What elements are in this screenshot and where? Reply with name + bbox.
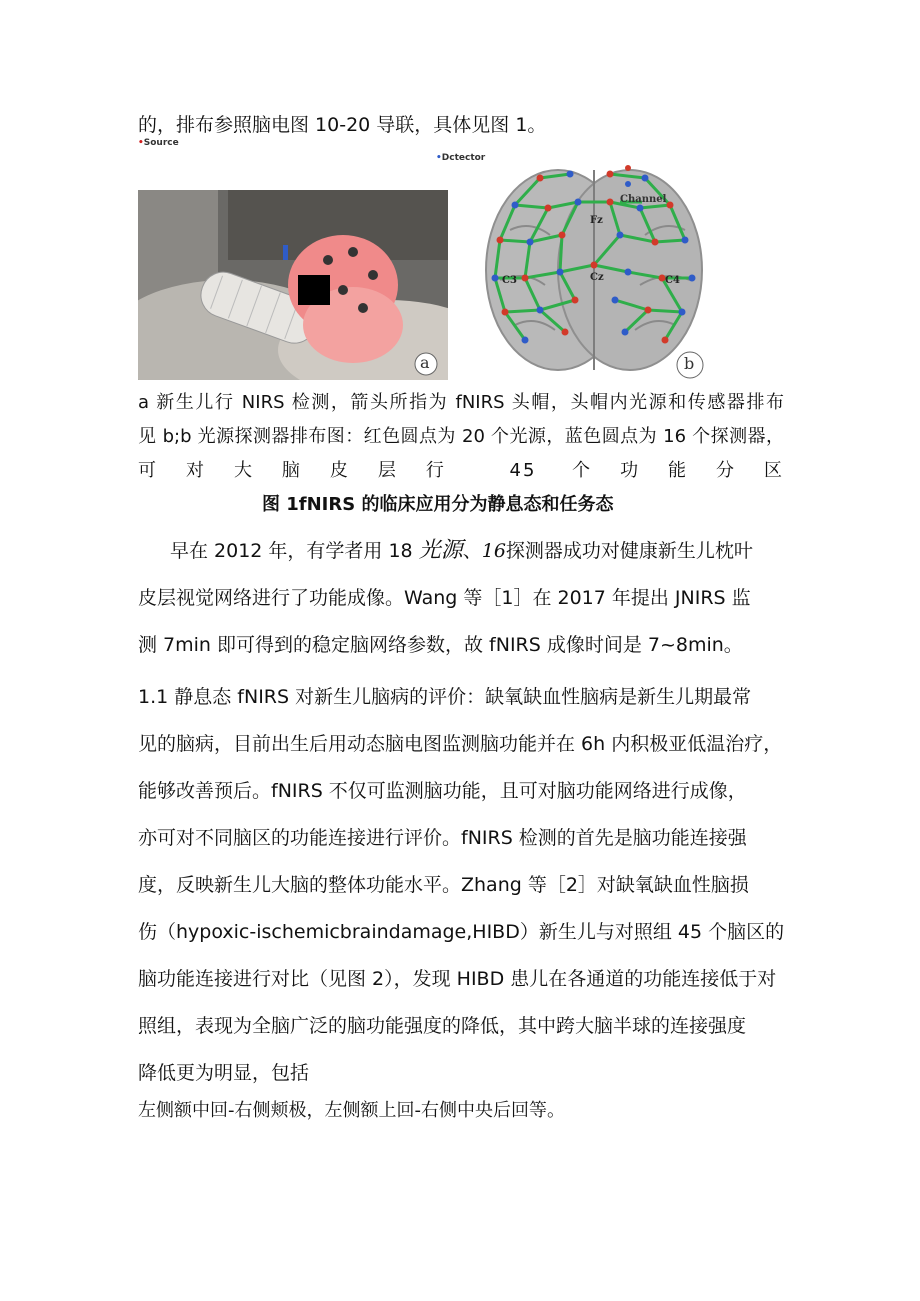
legend-source-icon bbox=[625, 165, 631, 171]
source-dot-icon: • bbox=[138, 138, 144, 148]
detector-point bbox=[617, 232, 624, 239]
electrode-cz: Cz bbox=[590, 272, 604, 283]
detector-point bbox=[689, 275, 696, 282]
detector-point bbox=[567, 171, 574, 178]
source-point bbox=[572, 297, 579, 304]
source-point bbox=[537, 175, 544, 182]
para2-line10: 左侧额中回-右侧颊极，左侧额上回-右侧中央后回等。 bbox=[138, 1100, 565, 1121]
intro-line: 的，排布参照脑电图 10-20 导联，具体见图 1。 bbox=[138, 114, 547, 136]
para2-line9: 降低更为明显，包括 bbox=[138, 1062, 310, 1084]
source-point bbox=[562, 329, 569, 336]
panel-a-label: a bbox=[420, 353, 430, 372]
detector-point bbox=[537, 307, 544, 314]
para2-line2: 见的脑病，目前出生后用动态脑电图监测脑功能并在 6h 内积极亚低温治疗， bbox=[138, 733, 783, 755]
neonate-photo-drawing bbox=[138, 190, 448, 380]
source-point bbox=[591, 262, 598, 269]
detector-point bbox=[557, 269, 564, 276]
source-point bbox=[607, 199, 614, 206]
channel-line bbox=[655, 240, 685, 242]
source-point bbox=[645, 307, 652, 314]
detector-point bbox=[512, 202, 519, 209]
neonate-photo bbox=[138, 190, 448, 380]
para1-line3: 测 7min 即可得到的稳定脑网络参数，故 fNIRS 成像时间是 7~8min。 bbox=[138, 634, 743, 656]
detector-label: •Dctector bbox=[436, 153, 486, 163]
detector-point bbox=[682, 237, 689, 244]
electrode-fz: Fz bbox=[590, 215, 603, 226]
panel-b-label: b bbox=[684, 354, 695, 373]
para2-line8: 照组，表现为全脑广泛的脑功能强度的降低，其中跨大脑半球的连接强度 bbox=[138, 1015, 747, 1037]
channel-line bbox=[648, 310, 682, 312]
channel-line bbox=[500, 240, 530, 242]
detector-dot-icon: • bbox=[436, 153, 442, 163]
channel-line bbox=[560, 235, 562, 272]
para2-line6: 伤（hypoxic-ischemicbraindamage,HIBD）新生儿与对照组 45 个脑区的 bbox=[138, 921, 785, 943]
caption-line-3: 可对大脑皮层行 45 个功能分区 bbox=[138, 460, 784, 481]
detector-point bbox=[642, 175, 649, 182]
source-point bbox=[497, 237, 504, 244]
figure-title: 图 1fNIRS 的临床应用分为静息态和任务态 bbox=[262, 494, 614, 515]
caption-line-2: 见 b;b 光源探测器排布图：红色圆点为 20 个光源，蓝色圆点为 16 个探测器， bbox=[138, 426, 784, 447]
detector-point bbox=[679, 309, 686, 316]
electrode-c4: C4 bbox=[665, 275, 680, 286]
source-point bbox=[545, 205, 552, 212]
para2-line3: 能够改善预后。fNIRS 不仅可监测脑功能，且可对脑功能网络进行成像， bbox=[138, 780, 747, 802]
source-point bbox=[667, 202, 674, 209]
legend-channel-label: Channel bbox=[620, 194, 667, 205]
detector-point bbox=[612, 297, 619, 304]
channel-line bbox=[505, 310, 540, 312]
source-point bbox=[607, 171, 614, 178]
para1-line1: 早在 2012 年，有学者用 18 光源、16探测器成功对健康新生儿枕叶 bbox=[170, 538, 753, 563]
detector-point bbox=[625, 269, 632, 276]
legend-detector-icon bbox=[625, 181, 631, 187]
para2-line7: 脑功能连接进行对比（见图 2），发现 HIBD 患儿在各通道的功能连接低于对 bbox=[138, 968, 777, 990]
para2-line5: 度，反映新生儿大脑的整体功能水平。Zhang 等［2］对缺氧缺血性脑损 bbox=[138, 874, 749, 896]
detector-point bbox=[527, 239, 534, 246]
source-point bbox=[522, 275, 529, 282]
para2-line1: 1.1 静息态 fNIRS 对新生儿脑病的评价：缺氧缺血性脑病是新生儿期最常 bbox=[138, 686, 752, 708]
electrode-c3: C3 bbox=[502, 275, 517, 286]
source-point bbox=[559, 232, 566, 239]
detector-point bbox=[522, 337, 529, 344]
source-label: •Source bbox=[138, 138, 179, 148]
source-point bbox=[662, 337, 669, 344]
detector-point bbox=[622, 329, 629, 336]
probe-layout-diagram bbox=[470, 160, 730, 380]
detector-point bbox=[492, 275, 499, 282]
para1-line2: 皮层视觉网络进行了功能成像。Wang 等［1］在 2017 年提出 JNIRS 监 bbox=[138, 587, 751, 609]
detector-point bbox=[637, 205, 644, 212]
source-point bbox=[652, 239, 659, 246]
source-point bbox=[502, 309, 509, 316]
brain-layout-drawing bbox=[470, 160, 730, 380]
detector-point bbox=[575, 199, 582, 206]
para2-line4: 亦可对不同脑区的功能连接进行评价。fNIRS 检测的首先是脑功能连接强 bbox=[138, 827, 747, 849]
caption-line-1: a 新生儿行 NIRS 检测，箭头所指为 fNIRS 头帽，头帽内光源和传感器排布 bbox=[138, 392, 784, 413]
